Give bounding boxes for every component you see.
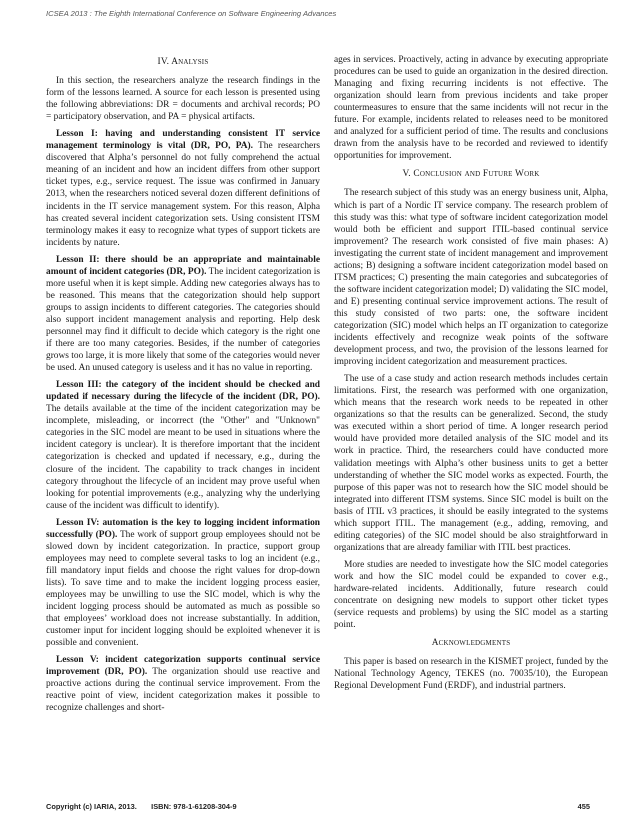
lesson-3-text: The details available at the time of the incident categorization may be incomplete, misleading, or incorrect (the "Other" and "Unknown" categories in the SIC model are meant to be used in situations where the incident category is unclear). It is therefore important that the incident categorization is checked and updated if necessary, e.g., during the closure of the incident. The capability to track changes in incident category throughout the lifecycle of an incident may prove useful when looking for potential improvements (e.g., analyzing why the underlying cause of the incident was difficult to identify). (46, 404, 320, 511)
lesson-1-title: Lesson I: having and understanding consistent IT service management terminology is vital (DR, PO, PA). (46, 129, 320, 152)
analysis-heading: IV. Analysis (157, 57, 209, 67)
conclusion-heading: V. Conclusion and Future Work (402, 169, 540, 180)
page-number: 455 (577, 802, 590, 811)
lesson-5-text: The organization should use reactive and proactive actions during the continual service improvement. From the reactive point of view, incident categorization makes it possible to recognize challenges and short- (46, 667, 320, 714)
analysis-intro: In this section, the researchers analyze the research findings in the form of the lessons learned. A source for each lesson is presented using the following abbreviations: DR = documents and archival records; PO = participatory observation, and PA = physical artifacts. (46, 76, 320, 123)
conclusion-paragraph-2: The use of a case study and action research methods includes certain limitations. First, the research was performed with one organization, which means that the research work needs to be repeated in other organizations so that the results can be generalized. Second, the study was executed within a short period of time. A longer research period would have provided more detailed analysis of the SIC model and its work in practice. Third, the researchers could have conducted more validation meetings with Alpha’s other business units to get a better understanding of whether the SIC model works as expected. Fourth, the purpose of this paper was not to research how the SIC model should be integrated into different ITSM systems. Since SIC model is built on the basis of ITIL v3 practices, it should be easily integrated to the systems which support ITIL. The management (e.g., adding, removing, and editing categories) of the SIC model should be also straightforward in organizations that are already familiar with ITIL best practices. (334, 374, 608, 553)
lesson-1-text: The researchers discovered that Alpha’s personnel do not fully comprehend the actual meaning of an incident and how an incident differs from other support ticket types, e.g., service request. The issue was confirmed in January 2013, when the researchers noticed several dozen different definitions of incidents in the IT service management system. For this reason, Alpha has created several incident categorization sets. Using consistent ITSM terminology makes it easy to recognize what types of support tickets are incidents by nature. (46, 141, 320, 248)
isbn: ISBN: 978-1-61208-304-9 (151, 802, 237, 811)
conclusion-paragraph-3: More studies are needed to investigate how the SIC model categories work and how the SIC model could be expanded to cover e.g., hardware-related incidents. Additionally, future research could concentrate on designing new models to support other ticket types (service requests and problems) by using the SIC model as a starting point. (334, 559, 608, 631)
lesson-2-text: The incident categorization is more useful when it is kept simple. Adding new categories always has to be reasoned. This means that the categorization should help support groups to assign incidents to different categories. The categories should also support incident management analysis and reporting. Help desk personnel may find it difficult to decide which category is the right one if there are too many categories. Besides, if the number of categories grows too large, it is more likely that some of the categories would never be used. An unused category is useless and it has no value in reporting. (46, 266, 320, 374)
conclusion-paragraph-1: The research subject of this study was an energy business unit, Alpha, which is part of a Nordic IT service company. The research problem of this study was this: what type of software incident categorization model would both be efficient and support ITIL-based continual service improvement? The research work consisted of five main phases: A) investigating the current state of incident management and improvement actions; B) designing a software incident categorization model based on ITSM practices; C) presenting the main categories and subcategories of the software incident categorization model; D) validating the SIC model, and E) presenting continual service improvement actions. The result of this study consisted of two parts: one, the software incident categorization (SIC) model which helps an IT organization to categorize incidents effectively and recognize weak points of the software development process, and two, the provision of the lessons learned for improving incident categorization and measurement practices. (334, 188, 608, 368)
lesson-4 (46, 517, 320, 650)
copyright-notice: Copyright (c) IARIA, 2013. (46, 802, 137, 811)
acknowledgments-heading: Acknowledgments (431, 638, 511, 649)
left-column (46, 56, 320, 719)
right-column (334, 54, 608, 697)
footer-left (46, 802, 237, 811)
lesson-5-continuation: ages in services. Proactively, acting in advance by executing appropriate procedures can be used to guide an organization in the desired direction. Managing and fixing recurring incidents is not effective. The organization should learn from previous incidents and take proper countermeasures to ensure that the same incidents will not recur in the future. For example, incidents related to releases need to be monitored and analyzed for a sufficient period of time. The results and conclusions drawn from the analysis have to be recorded and reviewed to identify opportunities for improvement. (334, 55, 608, 162)
lesson-3 (46, 379, 320, 512)
lesson-5 (46, 654, 320, 714)
conference-header: ICSEA 2013 : The Eighth International Conference on Software Engineering Advances (46, 9, 337, 18)
lesson-2-title: Lesson II: there should be an appropriate and maintainable amount of incident categories (DR, PO). (46, 254, 320, 277)
lesson-3-title: Lesson III: the category of the incident should be checked and updated if necessary during the lifecycle of the incident (DR, PO). (46, 380, 320, 403)
lesson-4-text: The work of support group employees should not be slowed down by incident categorization. In practice, support group employees may need to complete several tasks to log an incident (e.g., fill mandatory input fields and choose the right values for drop-down lists). To save time and to make the incident logging process easier, employees may be unwilling to use the SIC model, which is why the incident logging process should be automated as much as possible so that employees’ workload does not increase substantially. In addition, customer input for incident logging should be exploited whenever it is possible and convenient. (46, 529, 320, 649)
lesson-4-title: Lesson IV: automation is the key to logging incident information successfully (PO). (46, 517, 320, 540)
acknowledgments-text: This paper is based on research in the KISMET project, funded by the National Technology Agency, TEKES (no. 70035/10), the European Regional Development Fund (ERDF), and industrial partners. (334, 657, 608, 692)
lesson-2 (46, 254, 320, 374)
lesson-5-title: Lesson V: incident categorization supports continual service improvement (DR, PO). (46, 655, 320, 678)
lesson-1 (46, 128, 320, 248)
